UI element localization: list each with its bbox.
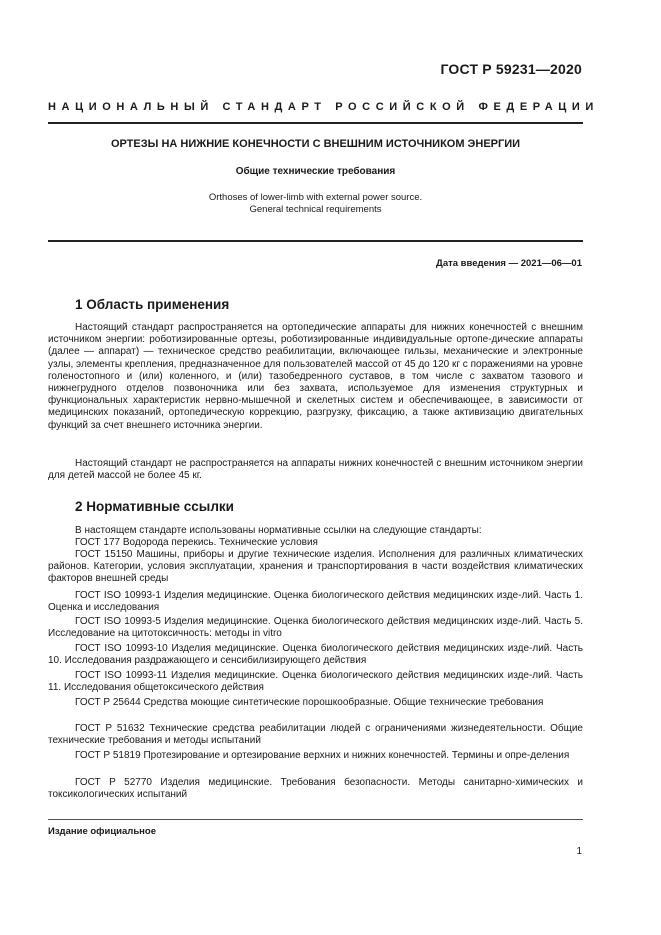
english-title	[48, 192, 583, 216]
standard-title: ОРТЕЗЫ НА НИЖНИЕ КОНЕЧНОСТИ С ВНЕШНИМ ИСТОЧНИКОМ ЭНЕРГИИ	[110, 138, 521, 150]
introduction-date: Дата введения — 2021—06—01	[436, 258, 582, 269]
ref-gost-15150: ГОСТ 15150 Машины, приборы и другие технические изделия. Исполнения для различных климатических районов. Категории, условия эксплуатации, хранения и транспортирования в части воздействия климатических факторов внешней среды	[48, 549, 583, 585]
document-number: ГОСТ Р 59231—2020	[440, 61, 582, 77]
ref-gost-r-51632: ГОСТ Р 51632 Технические средства реабилитации людей с ограничениями жизнедеятельности. Общие технические требования и методы испытаний	[48, 723, 583, 747]
ref-gost-177: ГОСТ 177 Водорода перекись. Технические условия	[75, 537, 318, 548]
ref-gost-r-25644: ГОСТ Р 25644 Средства моющие синтетические порошкообразные. Общие технические требования	[75, 697, 544, 708]
official-edition-label: Издание официальное	[48, 826, 156, 837]
ref-iso-10993-11: ГОСТ ISO 10993-11 Изделия медицинские. Оценка биологического действия медицинских изде-лий. Часть 11. Исследования общетоксического действия	[48, 670, 583, 694]
english-title-line-2: General technical requirements	[249, 204, 382, 215]
section-2-heading: 2 Нормативные ссылки	[75, 499, 234, 514]
ref-iso-10993-5: ГОСТ ISO 10993-5 Изделия медицинские. Оценка биологического действия медицинских изде-лий. Часть 5. Исследование на цитотоксичность: методы in vitro	[48, 616, 583, 640]
ref-intro: В настоящем стандарте использованы нормативные ссылки на следующие стандарты:	[75, 525, 482, 536]
divider-bottom	[48, 819, 583, 820]
national-standard-title: НАЦИОНАЛЬНЫЙ СТАНДАРТ РОССИЙСКОЙ ФЕДЕРАЦИИ	[48, 101, 599, 113]
divider-middle	[48, 240, 583, 242]
ref-iso-10993-1: ГОСТ ISO 10993-1 Изделия медицинские. Оценка биологического действия медицинских изде-лий. Часть 1. Оценка и исследования	[48, 590, 583, 614]
ref-gost-r-52770: ГОСТ Р 52770 Изделия медицинские. Требования безопасности. Методы санитарно-химических и токсикологических испытаний	[48, 777, 583, 801]
standard-subtitle: Общие технические требования	[235, 166, 396, 177]
divider-top	[48, 122, 583, 124]
section-1-paragraph-1: Настоящий стандарт распространяется на ортопедические аппараты для нижних конечностей с внешним источником энергии: роботизированные ортезы, роботизированные индивидуальные ортопе-дические аппараты (далее — аппарат) — техническое средство реабилитации, включающее гильзы, механические и электронные узлы, элементы крепления, предназначенное для пользователей массой от 45 до 120 кг с поражениями на уровне голеностопного и (или) коленного, и (или) тазобедренного суставов, в том числе с захватом тазового и нижнегрудного отделов позвоночника или без захвата, используемое для изменения структурных и функциональных характеристик нервно-мышечной и скелетных систем и обеспечивающее, в зависимости от медицинских показаний, ортопедическую коррекцию, разгрузку, фиксацию, а также активизацию двигательных функций за счет внешнего источника энергии.	[48, 322, 583, 431]
section-1-paragraph-2: Настоящий стандарт не распространяется на аппараты нижних конечностей с внешним источником энергии для детей массой не более 45 кг.	[48, 458, 583, 482]
page-number: 1	[576, 846, 582, 857]
english-title-line-1: Orthoses of lower-limb with external power source.	[208, 192, 423, 203]
ref-gost-r-51819: ГОСТ Р 51819 Протезирование и ортезирование верхних и нижних конечностей. Термины и опре-деления	[75, 750, 570, 761]
section-1-heading: 1 Область применения	[75, 297, 230, 312]
ref-iso-10993-10: ГОСТ ISO 10993-10 Изделия медицинские. Оценка биологического действия медицинских изде-лий. Часть 10. Исследования раздражающего и сенсибилизирующего действия	[48, 643, 583, 667]
